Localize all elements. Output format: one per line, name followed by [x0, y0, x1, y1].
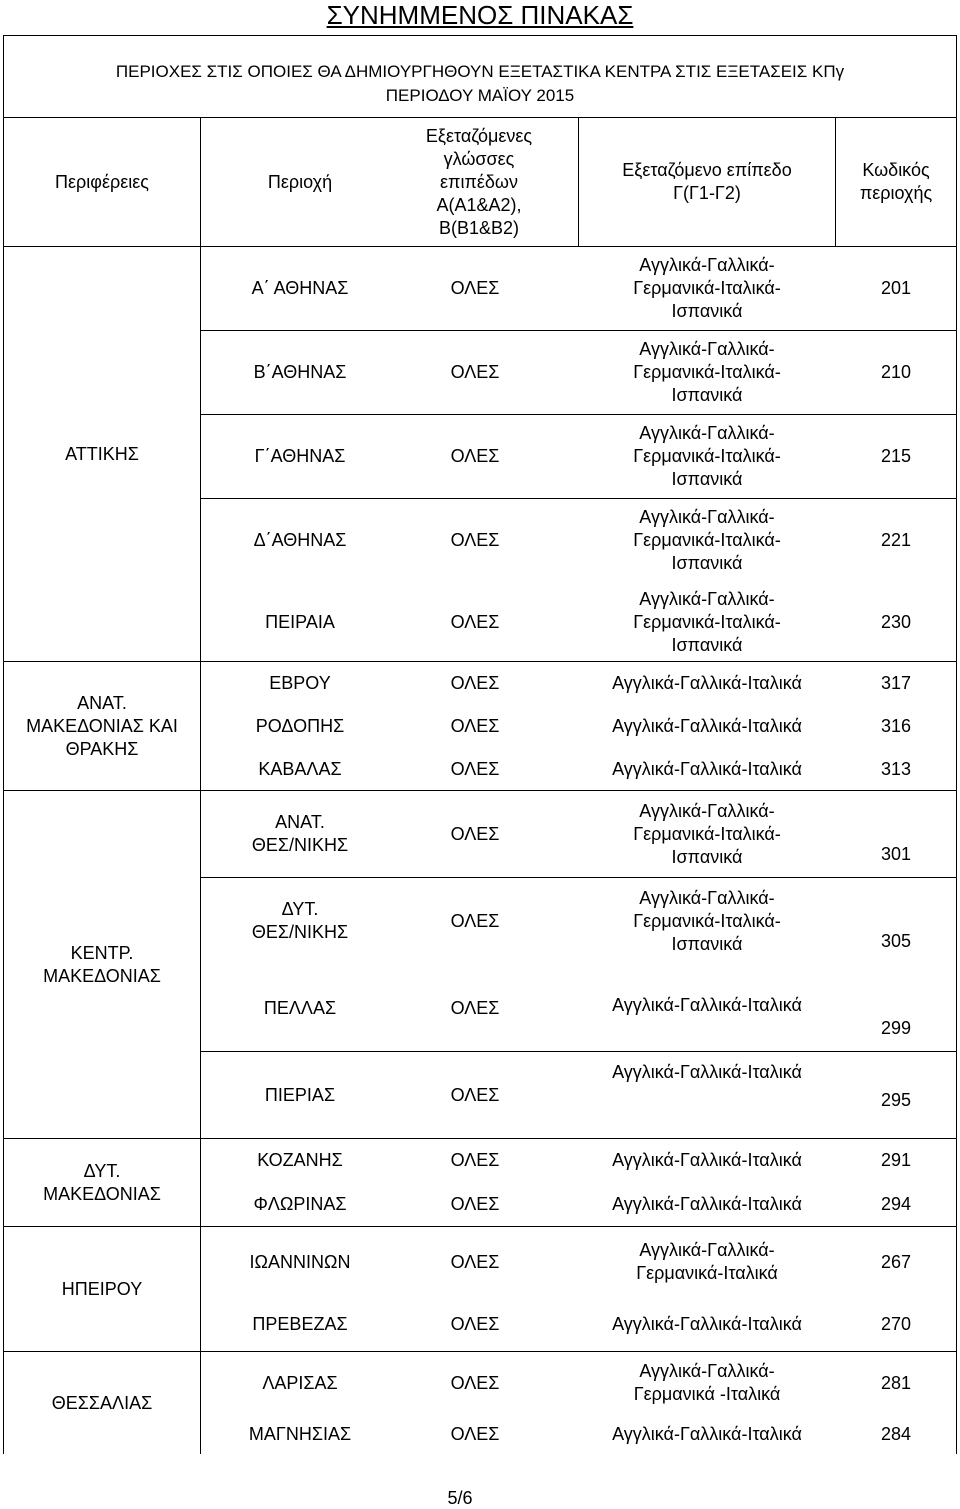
cell-code: 284: [880, 1423, 912, 1444]
cell-area: Α΄ ΑΘΗΝΑΣ: [251, 278, 349, 298]
cell-area: ΕΒΡΟΥ: [269, 673, 331, 693]
cell-code: 267: [880, 1251, 912, 1272]
cell-code: 215: [880, 446, 912, 466]
cell-level: Αγγλικά-Γαλλικά-Ιταλικά: [612, 716, 802, 736]
table-border-top: [3, 35, 957, 36]
cell-code: 270: [880, 1313, 912, 1334]
cell-langs: ΟΛΕΣ: [450, 1313, 500, 1334]
header-area: Περιοχή: [267, 171, 333, 192]
cell-level: Αγγλικά-Γαλλικά-Ιταλικά: [612, 1313, 802, 1334]
cell-langs: ΟΛΕΣ: [450, 446, 500, 466]
cell-code: 230: [880, 611, 912, 632]
cell-level: Αγγλικά-Γαλλικά- Γερμανικά-Ιταλικά- Ισπανικά: [633, 423, 781, 489]
cell-langs: ΟΛΕΣ: [450, 1251, 500, 1272]
region-thessalias: ΘΕΣΣΑΛΙΑΣ: [51, 1392, 153, 1413]
cell-area: Β΄ΑΘΗΝΑΣ: [253, 362, 347, 382]
cell-langs: ΟΛΕΣ: [450, 278, 500, 298]
cell-langs: ΟΛΕΣ: [450, 1372, 500, 1393]
region-kentr-makedonias: ΚΕΝΤΡ. ΜΑΚΕΔΟΝΙΑΣ: [43, 942, 161, 986]
cell-code: 299: [880, 1017, 912, 1038]
cell-level: Αγγλικά-Γαλλικά- Γερμανικά-Ιταλικά- Ισπανικά: [633, 507, 781, 573]
cell-area: ΠΙΕΡΙΑΣ: [264, 1084, 336, 1105]
cell-area: ΛΑΡΙΣΑΣ: [262, 1372, 338, 1393]
cell-level: Αγγλικά-Γαλλικά-Ιταλικά: [612, 1193, 802, 1214]
cell-level: Αγγλικά-Γαλλικά-Ιταλικά: [612, 758, 802, 779]
header-regions: Περιφέρειες: [55, 171, 149, 192]
header-level: Εξεταζόμενο επίπεδο Γ(Γ1-Γ2): [622, 160, 792, 203]
header-languages: Εξεταζόμενες γλώσσες επιπέδων Α(Α1&Α2), Β(Β1&Β2): [425, 125, 533, 238]
cell-langs: ΟΛΕΣ: [450, 716, 500, 736]
cell-code: 316: [880, 716, 912, 736]
cell-langs: ΟΛΕΣ: [450, 673, 500, 693]
subtitle-line-1: ΠΕΡΙΟΧΕΣ ΣΤΙΣ ΟΠΟΙΕΣ ΘΑ ΔΗΜΙΟΥΡΓΗΘΟΥΝ ΕΞΕΤΑΣΤΙΚΑ ΚΕΝΤΡΑ ΣΤΙΣ ΕΞΕΤΑΣΕΙΣ ΚΠγ: [115, 62, 845, 81]
cell-langs: ΟΛΕΣ: [450, 1423, 500, 1444]
region-anat-makedonias: ΑΝΑΤ. ΜΑΚΕΔΟΝΙΑΣ ΚΑΙ ΘΡΑΚΗΣ: [26, 692, 178, 759]
cell-area: ΠΡΕΒΕΖΑΣ: [252, 1313, 348, 1334]
cell-area: ΙΩΑΝΝΙΝΩΝ: [249, 1251, 351, 1272]
cell-langs: ΟΛΕΣ: [450, 910, 500, 931]
cell-level: Αγγλικά-Γαλλικά- Γερμανικά-Ιταλικά- Ισπανικά: [633, 800, 781, 867]
cell-area: Γ΄ΑΘΗΝΑΣ: [254, 446, 346, 466]
cell-langs: ΟΛΕΣ: [450, 1084, 500, 1105]
cell-code: 281: [880, 1372, 912, 1393]
table-subtitle: [4, 60, 956, 110]
cell-area: ΚΟΖΑΝΗΣ: [257, 1150, 343, 1170]
cell-level: Αγγλικά-Γαλλικά- Γερμανικά-Ιταλικά- Ισπανικά: [633, 588, 781, 655]
cell-level: Αγγλικά-Γαλλικά- Γερμανικά-Ιταλικά- Ισπανικά: [633, 887, 781, 954]
cell-code: 201: [880, 278, 912, 298]
cell-area: Δ΄ΑΘΗΝΑΣ: [253, 530, 347, 550]
table-border-right: [956, 35, 957, 1454]
subtitle-line-2: ΠΕΡΙΟΔΟΥ ΜΑΪΟΥ 2015: [385, 86, 575, 105]
header-code: Κωδικός περιοχής: [859, 160, 933, 203]
region-ipeirou: ΗΠΕΙΡΟΥ: [61, 1278, 143, 1299]
cell-level: Αγγλικά-Γαλλικά-Ιταλικά: [612, 994, 802, 1015]
cell-area: ΦΛΩΡΙΝΑΣ: [253, 1193, 347, 1214]
cell-code: 305: [880, 930, 912, 951]
cell-level: Αγγλικά-Γαλλικά-Ιταλικά: [612, 1061, 802, 1082]
cell-area: ΚΑΒΑΛΑΣ: [258, 758, 342, 779]
cell-level: Αγγλικά-Γαλλικά- Γερμανικά-Ιταλικά- Ισπανικά: [633, 339, 781, 405]
cell-level: Αγγλικά-Γαλλικά- Γερμανικά -Ιταλικά: [633, 1361, 781, 1404]
cell-level: Αγγλικά-Γαλλικά-Ιταλικά: [612, 673, 802, 693]
cell-langs: ΟΛΕΣ: [450, 1193, 500, 1214]
cell-level: Αγγλικά-Γαλλικά-Ιταλικά: [612, 1423, 802, 1444]
cell-code: 295: [880, 1089, 912, 1110]
cell-area: ΠΕΙΡΑΙΑ: [265, 611, 335, 632]
cell-code: 313: [880, 758, 912, 779]
cell-code: 221: [880, 530, 912, 550]
cell-langs: ΟΛΕΣ: [450, 362, 500, 382]
document-title: ΣΥΝΗΜΜΕΝΟΣ ΠΙΝΑΚΑΣ: [326, 0, 634, 30]
cell-code: 301: [880, 843, 912, 864]
cell-area: ΑΝΑΤ. ΘΕΣ/ΝΙΚΗΣ: [251, 812, 349, 855]
cell-area: ΡΟΔΟΠΗΣ: [255, 716, 345, 736]
cell-area: ΜΑΓΝΗΣΙΑΣ: [248, 1423, 352, 1444]
page-number: 5/6: [447, 1488, 473, 1508]
cell-code: 291: [880, 1150, 912, 1170]
cell-level: Αγγλικά-Γαλλικά-Ιταλικά: [612, 1150, 802, 1170]
cell-level: Αγγλικά-Γαλλικά- Γερμανικά-Ιταλικά- Ισπανικά: [633, 255, 781, 321]
cell-code: 210: [880, 362, 912, 382]
cell-code: 317: [880, 673, 912, 693]
cell-langs: ΟΛΕΣ: [450, 530, 500, 550]
cell-area: ΔΥΤ. ΘΕΣ/ΝΙΚΗΣ: [251, 899, 349, 942]
cell-level: Αγγλικά-Γαλλικά- Γερμανικά-Ιταλικά: [636, 1240, 778, 1283]
cell-langs: ΟΛΕΣ: [450, 997, 500, 1018]
region-attiki: ΑΤΤΙΚΗΣ: [65, 443, 139, 464]
cell-langs: ΟΛΕΣ: [450, 1150, 500, 1170]
cell-area: ΠΕΛΛΑΣ: [263, 997, 337, 1018]
region-dyt-makedonias: ΔΥΤ. ΜΑΚΕΔΟΝΙΑΣ: [43, 1160, 161, 1204]
cell-langs: ΟΛΕΣ: [450, 611, 500, 632]
cell-code: 294: [880, 1193, 912, 1214]
cell-langs: ΟΛΕΣ: [450, 823, 500, 844]
cell-langs: ΟΛΕΣ: [450, 758, 500, 779]
